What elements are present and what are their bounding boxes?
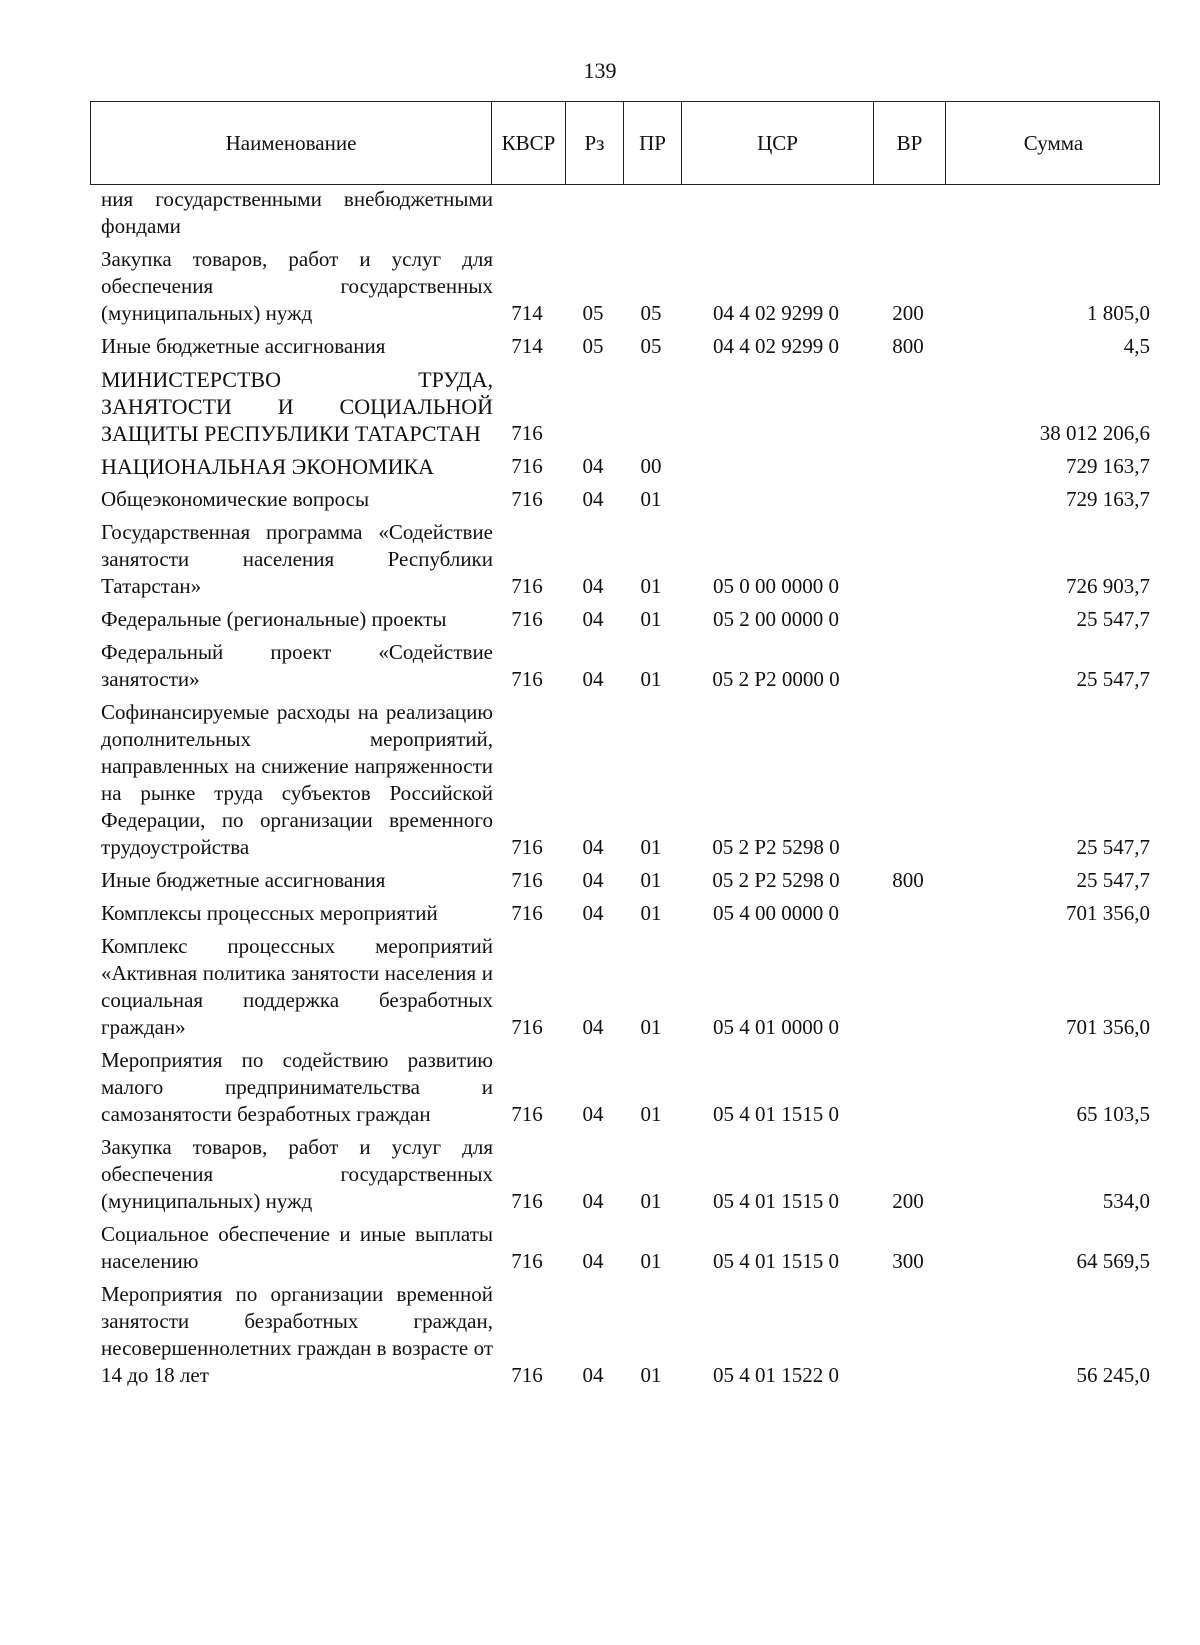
- row-name: Социальное обеспечение и иные выплаты населению: [101, 1222, 493, 1273]
- table-row: [90, 519, 1160, 600]
- row-sum: 65 103,5: [1076, 1102, 1150, 1126]
- row-sum: 729 163,7: [1066, 487, 1150, 511]
- table-row: [90, 366, 1160, 447]
- row-rz: 04: [582, 1249, 604, 1273]
- row-rz: 04: [582, 868, 604, 892]
- row-csr: 05 2 00 0000 0: [713, 607, 839, 631]
- row-rz: 04: [582, 1363, 604, 1387]
- row-kvsr: 716: [511, 1102, 543, 1126]
- row-rz: 04: [582, 1102, 604, 1126]
- row-name: ния государственными внебюджетными фондами: [101, 187, 493, 238]
- row-csr: 05 4 01 1515 0: [713, 1102, 839, 1126]
- row-sum: 25 547,7: [1076, 868, 1150, 892]
- row-name: Закупка товаров, работ и услуг для обеспечения государственных (муниципальных) нужд: [101, 1135, 493, 1213]
- row-kvsr: 714: [511, 334, 543, 358]
- row-sum: 4,5: [1123, 334, 1150, 358]
- row-kvsr: 716: [511, 667, 543, 691]
- row-sum: 701 356,0: [1066, 1015, 1150, 1039]
- row-kvsr: 716: [511, 1015, 543, 1039]
- table-row: [90, 606, 1160, 633]
- table-row: [90, 639, 1160, 693]
- row-sum: 56 245,0: [1076, 1363, 1150, 1387]
- row-pr: 01: [640, 1189, 662, 1213]
- row-sum: 25 547,7: [1076, 667, 1150, 691]
- row-sum: 25 547,7: [1076, 835, 1150, 859]
- row-sum: 25 547,7: [1076, 607, 1150, 631]
- header-rz: Рз: [565, 102, 623, 184]
- row-pr: 01: [640, 835, 662, 859]
- table-row: [90, 1221, 1160, 1275]
- row-pr: 01: [640, 901, 662, 925]
- row-pr: 01: [640, 607, 662, 631]
- row-name: Общеэкономические вопросы: [101, 487, 370, 511]
- row-name: Комплексы процессных мероприятий: [101, 901, 438, 925]
- row-vr: 800: [892, 868, 924, 892]
- row-pr: 01: [640, 574, 662, 598]
- row-kvsr: 716: [511, 1249, 543, 1273]
- row-rz: 04: [582, 454, 604, 478]
- row-csr: 05 4 00 0000 0: [713, 901, 839, 925]
- row-pr: 01: [640, 487, 662, 511]
- header-sum: Сумма: [945, 102, 1161, 184]
- row-rz: 04: [582, 487, 604, 511]
- row-csr: 05 4 01 1515 0: [713, 1189, 839, 1213]
- row-kvsr: 714: [511, 301, 543, 325]
- row-vr: 200: [892, 1189, 924, 1213]
- row-kvsr: 716: [511, 1189, 543, 1213]
- row-pr: 01: [640, 667, 662, 691]
- row-kvsr: 716: [511, 421, 543, 445]
- table-body: [90, 186, 1160, 1395]
- row-name: Федеральные (региональные) проекты: [101, 607, 447, 631]
- row-pr: 05: [640, 334, 662, 358]
- row-csr: 04 4 02 9299 0: [713, 334, 839, 358]
- table-row: [90, 453, 1160, 480]
- row-sum: 1 805,0: [1087, 301, 1150, 325]
- row-name: Государственная программа «Содействие занятости населения Республики Татарстан»: [101, 520, 493, 598]
- row-rz: 05: [582, 301, 604, 325]
- row-rz: 04: [582, 574, 604, 598]
- table-header: [90, 101, 1160, 185]
- row-csr: 05 4 01 1522 0: [713, 1363, 839, 1387]
- row-name: Комплекс процессных мероприятий «Активная политика занятости населения и социальная поддержка безработных граждан»: [101, 934, 493, 1039]
- row-name: НАЦИОНАЛЬНАЯ ЭКОНОМИКА: [101, 454, 435, 479]
- header-kvsr: КВСР: [491, 102, 565, 184]
- row-csr: 05 2 Р2 5298 0: [712, 835, 840, 859]
- table-row: [90, 867, 1160, 894]
- table-row: [90, 1281, 1160, 1389]
- row-kvsr: 716: [511, 1363, 543, 1387]
- table-row: [90, 246, 1160, 327]
- row-sum: 726 903,7: [1066, 574, 1150, 598]
- row-pr: 01: [640, 1249, 662, 1273]
- row-pr: 01: [640, 868, 662, 892]
- row-name: Иные бюджетные ассигнования: [101, 868, 386, 892]
- table-row: [90, 486, 1160, 513]
- header-name: Наименование: [225, 130, 357, 155]
- row-pr: 01: [640, 1015, 662, 1039]
- row-rz: 04: [582, 607, 604, 631]
- row-csr: 05 2 Р2 5298 0: [712, 868, 840, 892]
- row-csr: 05 0 00 0000 0: [713, 574, 839, 598]
- row-name: Федеральный проект «Содействие занятости»: [101, 640, 493, 691]
- row-kvsr: 716: [511, 868, 543, 892]
- row-vr: 800: [892, 334, 924, 358]
- table-row: [90, 699, 1160, 861]
- row-rz: 04: [582, 1015, 604, 1039]
- header-vr: ВР: [873, 102, 945, 184]
- row-rz: 04: [582, 901, 604, 925]
- row-rz: 04: [582, 835, 604, 859]
- row-kvsr: 716: [511, 901, 543, 925]
- table-row: [90, 933, 1160, 1041]
- row-csr: 05 4 01 0000 0: [713, 1015, 839, 1039]
- row-sum: 701 356,0: [1066, 901, 1150, 925]
- row-pr: 00: [640, 454, 662, 478]
- row-pr: 01: [640, 1102, 662, 1126]
- table-row: [90, 900, 1160, 927]
- row-pr: 01: [640, 1363, 662, 1387]
- row-csr: 05 4 01 1515 0: [713, 1249, 839, 1273]
- table-row: [90, 1134, 1160, 1215]
- row-csr: 04 4 02 9299 0: [713, 301, 839, 325]
- row-name: Иные бюджетные ассигнования: [101, 334, 386, 358]
- header-csr: ЦСР: [681, 102, 873, 184]
- table-row: [90, 186, 1160, 240]
- row-pr: 05: [640, 301, 662, 325]
- row-name: Софинансируемые расходы на реализацию дополнительных мероприятий, направленных на снижение напряженности на рынке труда субъектов Российской Федерации, по организации временного трудоустройства: [101, 700, 493, 859]
- row-kvsr: 716: [511, 454, 543, 478]
- row-sum: 64 569,5: [1076, 1249, 1150, 1273]
- row-kvsr: 716: [511, 574, 543, 598]
- table-row: [90, 1047, 1160, 1128]
- page-number: 139: [583, 58, 617, 83]
- row-kvsr: 716: [511, 487, 543, 511]
- row-vr: 300: [892, 1249, 924, 1273]
- row-name: Мероприятия по организации временной занятости безработных граждан, несовершеннолетних граждан в возрасте от 14 до 18 лет: [101, 1282, 493, 1387]
- row-name: Закупка товаров, работ и услуг для обеспечения государственных (муниципальных) нужд: [101, 247, 493, 325]
- row-vr: 200: [892, 301, 924, 325]
- row-rz: 05: [582, 334, 604, 358]
- row-name: МИНИСТЕРСТВО ТРУДА, ЗАНЯТОСТИ И СОЦИАЛЬНОЙ ЗАЩИТЫ РЕСПУБЛИКИ ТАТАРСТАН: [101, 367, 493, 446]
- row-kvsr: 716: [511, 607, 543, 631]
- row-sum: 729 163,7: [1066, 454, 1150, 478]
- row-kvsr: 716: [511, 835, 543, 859]
- row-name: Мероприятия по содействию развитию малого предпринимательства и самозанятости безработных граждан: [101, 1048, 493, 1126]
- row-csr: 05 2 Р2 0000 0: [712, 667, 840, 691]
- row-sum: 534,0: [1102, 1189, 1150, 1213]
- row-sum: 38 012 206,6: [1039, 421, 1150, 445]
- table-row: [90, 333, 1160, 360]
- row-rz: 04: [582, 1189, 604, 1213]
- header-pr: ПР: [623, 102, 681, 184]
- row-rz: 04: [582, 667, 604, 691]
